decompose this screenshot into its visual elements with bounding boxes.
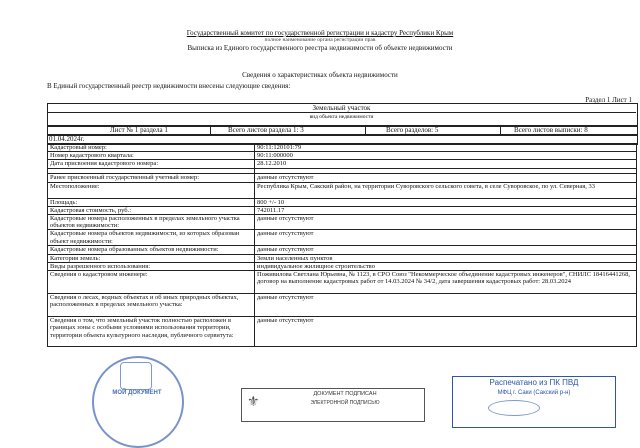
signature-mark xyxy=(488,400,540,416)
table-row xyxy=(48,245,637,254)
row-value: Республика Крым, Сакский район, на территории Суворовского сельского совета, в селе Суворовское, по ул. Северная, 33 xyxy=(255,182,637,198)
divider xyxy=(210,125,211,134)
row-label: Виды разрешенного использования: xyxy=(48,263,255,271)
document-icon xyxy=(120,362,152,390)
sheet-number: Лист № 1 раздела 1 xyxy=(110,126,168,134)
row-value: 28.12.2010 xyxy=(255,160,637,168)
table-row xyxy=(48,294,637,317)
table-row xyxy=(48,182,637,198)
table-row xyxy=(48,271,637,294)
extract-date: 01.04.2024г. xyxy=(49,135,85,143)
row-value: данные отсутствуют xyxy=(255,294,637,317)
row-label: Кадастровые номера объектов недвижимости, из которых образован объект недвижимости: xyxy=(48,230,255,245)
object-type: Земельный участок xyxy=(312,104,371,112)
characteristics-table xyxy=(47,143,637,347)
row-value: 90:11:000000 xyxy=(255,152,637,160)
row-label: Кадастровые номера расположенных в пределах земельного участка объектов недвижимости: xyxy=(48,215,255,230)
table-row xyxy=(48,263,637,271)
row-value: Поживилова Светлана Юрьевна, № 1123, в СРО Союз "Некоммерческое объединение кадастровых инженеров", СНИЛС 18416441268, договор на выполнение кадастровых работ от 14.03.2024 № 34/2, дата завершения кадастровых работ: 28.03.2024 xyxy=(255,271,637,294)
table-row xyxy=(48,152,637,160)
table-row xyxy=(48,230,637,245)
divider xyxy=(47,112,636,113)
row-value: данные отсутствуют xyxy=(255,215,637,230)
object-type-caption: вид объекта недвижимости xyxy=(309,114,374,120)
table-row xyxy=(48,198,637,206)
total-sheets-section: Всего листов раздела 1: 3 xyxy=(228,126,304,134)
table-row xyxy=(48,254,637,262)
divider xyxy=(365,125,366,134)
row-label: Категория земель: xyxy=(48,254,255,262)
row-label: Номер кадастрового квартала: xyxy=(48,152,255,160)
section-title: Сведения о характеристиках объекта недвижимости xyxy=(242,71,398,79)
page-marker: Раздел 1 Лист 1 xyxy=(585,96,632,104)
row-label: Ранее присвоенный государственный учетный номер: xyxy=(48,173,255,182)
table-row xyxy=(48,206,637,214)
row-label: Сведения о лесах, водных объектах и об иных природных объектах, расположенных в пределах земельного участка: xyxy=(48,294,255,317)
row-value: данные отсутствуют xyxy=(255,173,637,182)
row-value: 742011.17 xyxy=(255,206,637,214)
row-label: Площадь: xyxy=(48,198,255,206)
emblem-icon: ⚜ xyxy=(247,395,260,410)
table-row xyxy=(48,317,637,347)
row-label: Кадастровый номер: xyxy=(48,144,255,152)
agency-name: Государственный комитет по государственной регистрации и кадастру Республики Крым xyxy=(186,29,454,37)
row-label: Дата присвоения кадастрового номера: xyxy=(48,160,255,168)
total-sheets-extract: Всего листов выписки: 8 xyxy=(514,126,588,134)
signature-subtitle: ЭЛЕКТРОННОЙ ПОДПИСЬЮ xyxy=(310,400,380,406)
row-value: 800 +/- 10 xyxy=(255,198,637,206)
table-row xyxy=(48,173,637,182)
row-value: данные отсутствуют xyxy=(255,230,637,245)
row-value: данные отсутствуют xyxy=(255,245,637,254)
row-value: 90:11:120101:79 xyxy=(255,144,637,152)
section-intro: В Единый государственный реестр недвижимости внесены следующие сведения: xyxy=(47,82,291,90)
row-label: Местоположение: xyxy=(48,182,255,198)
row-value: данные отсутствуют xyxy=(255,317,637,347)
row-value: Земли населенных пунктов xyxy=(255,254,637,262)
printed-stamp-title: Распечатано из ПК ПВД xyxy=(489,378,579,387)
row-label: Кадастровые номера образованных объектов недвижимости: xyxy=(48,245,255,254)
row-label: Кадастровая стоимость, руб.: xyxy=(48,206,255,214)
row-label: Сведения о кадастровом инженере: xyxy=(48,271,255,294)
table-row xyxy=(48,160,637,168)
total-sections: Всего разделов: 5 xyxy=(386,126,439,134)
signature-title: ДОКУМЕНТ ПОДПИСАН xyxy=(313,391,377,397)
extract-title: Выписка из Единого государственного реестра недвижимости об объекте недвижимости xyxy=(187,44,453,52)
row-label: Сведения о том, что земельный участок полностью расположен в границах зоны с особыми условиями использования территории, территории объекта культурного наследия, публичного сервитута: xyxy=(48,317,255,347)
stamp-text: МОЙ ДОКУМЕНТ xyxy=(112,390,162,396)
agency-caption: полное наименование органа регистрации прав xyxy=(264,37,376,43)
printed-stamp-line: МФЦ г. Саки (Сакский р-н) xyxy=(497,390,571,396)
table-row xyxy=(48,215,637,230)
table-row xyxy=(48,144,637,152)
row-value: индивидуальное жилищное строительство xyxy=(255,263,637,271)
divider xyxy=(500,125,501,134)
